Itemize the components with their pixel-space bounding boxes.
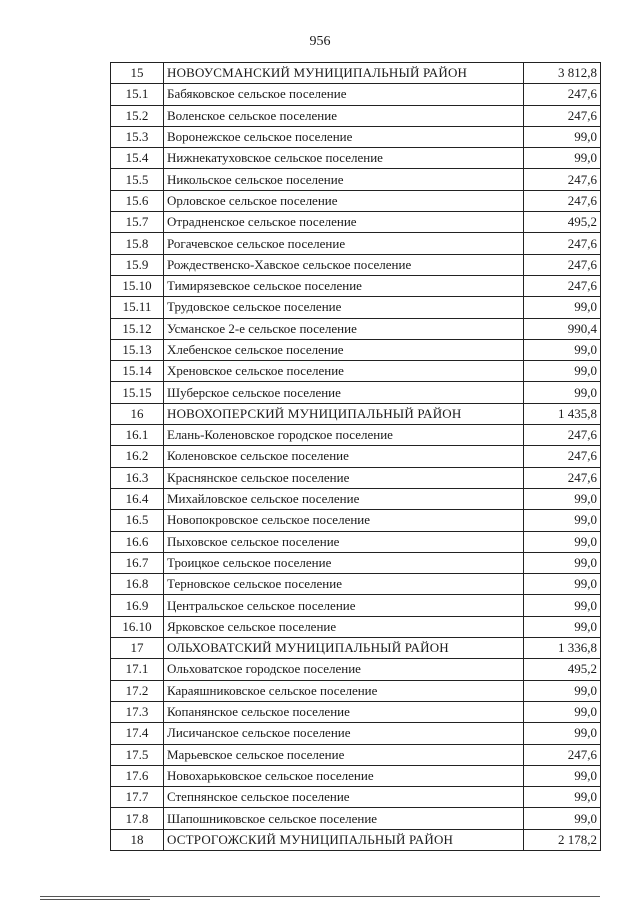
- row-amount: 247,6: [524, 190, 601, 211]
- row-amount: 1 336,8: [524, 638, 601, 659]
- row-number: 15.4: [111, 148, 164, 169]
- row-number: 16.10: [111, 616, 164, 637]
- row-amount: 99,0: [524, 531, 601, 552]
- settlement-row: [111, 212, 601, 233]
- row-name: Рогачевское сельское поселение: [164, 233, 524, 254]
- row-amount: 99,0: [524, 552, 601, 573]
- row-name: Шуберское сельское поселение: [164, 382, 524, 403]
- row-amount: 3 812,8: [524, 63, 601, 84]
- row-amount: 99,0: [524, 595, 601, 616]
- settlement-row: [111, 701, 601, 722]
- row-number: 17.5: [111, 744, 164, 765]
- row-name: НОВОХОПЕРСКИЙ МУНИЦИПАЛЬНЫЙ РАЙОН: [164, 403, 524, 424]
- row-amount: 99,0: [524, 361, 601, 382]
- row-name: Пыховское сельское поселение: [164, 531, 524, 552]
- row-name: Караяшниковское сельское поселение: [164, 680, 524, 701]
- row-name: Троицкое сельское поселение: [164, 552, 524, 573]
- row-amount: 247,6: [524, 254, 601, 275]
- row-amount: 990,4: [524, 318, 601, 339]
- row-number: 15.14: [111, 361, 164, 382]
- row-number: 15.5: [111, 169, 164, 190]
- row-number: 15.12: [111, 318, 164, 339]
- settlement-row: [111, 723, 601, 744]
- row-number: 17.8: [111, 808, 164, 829]
- allocation-table: [110, 62, 601, 851]
- settlement-row: [111, 446, 601, 467]
- footer-rule-short: [40, 899, 150, 900]
- row-name: ОЛЬХОВАТСКИЙ МУНИЦИПАЛЬНЫЙ РАЙОН: [164, 638, 524, 659]
- row-number: 16.2: [111, 446, 164, 467]
- row-amount: 99,0: [524, 297, 601, 318]
- row-amount: 99,0: [524, 126, 601, 147]
- row-amount: 99,0: [524, 616, 601, 637]
- settlement-row: [111, 275, 601, 296]
- row-number: 15.9: [111, 254, 164, 275]
- row-number: 16.9: [111, 595, 164, 616]
- row-amount: 99,0: [524, 382, 601, 403]
- row-number: 15.13: [111, 339, 164, 360]
- row-name: Копанянское сельское поселение: [164, 701, 524, 722]
- settlement-row: [111, 361, 601, 382]
- settlement-row: [111, 169, 601, 190]
- settlement-row: [111, 105, 601, 126]
- row-amount: 99,0: [524, 701, 601, 722]
- settlement-row: [111, 616, 601, 637]
- row-amount: 247,6: [524, 169, 601, 190]
- row-name: Коленовское сельское поселение: [164, 446, 524, 467]
- row-number: 16.6: [111, 531, 164, 552]
- row-name: Центральское сельское поселение: [164, 595, 524, 616]
- row-name: ОСТРОГОЖСКИЙ МУНИЦИПАЛЬНЫЙ РАЙОН: [164, 829, 524, 850]
- row-name: Тимирязевское сельское поселение: [164, 275, 524, 296]
- row-amount: 99,0: [524, 808, 601, 829]
- row-amount: 247,6: [524, 467, 601, 488]
- row-number: 15.10: [111, 275, 164, 296]
- row-number: 16.4: [111, 488, 164, 509]
- row-amount: 247,6: [524, 275, 601, 296]
- row-name: Новопокровское сельское поселение: [164, 510, 524, 531]
- row-amount: 99,0: [524, 574, 601, 595]
- settlement-row: [111, 765, 601, 786]
- settlement-row: [111, 254, 601, 275]
- row-number: 18: [111, 829, 164, 850]
- row-name: Ярковское сельское поселение: [164, 616, 524, 637]
- settlement-row: [111, 787, 601, 808]
- settlement-row: [111, 574, 601, 595]
- row-amount: 99,0: [524, 723, 601, 744]
- settlement-row: [111, 148, 601, 169]
- row-number: 16: [111, 403, 164, 424]
- settlement-row: [111, 339, 601, 360]
- row-number: 17: [111, 638, 164, 659]
- settlement-row: [111, 126, 601, 147]
- row-number: 15: [111, 63, 164, 84]
- row-number: 16.3: [111, 467, 164, 488]
- row-amount: 99,0: [524, 510, 601, 531]
- row-amount: 247,6: [524, 84, 601, 105]
- row-amount: 2 178,2: [524, 829, 601, 850]
- row-amount: 99,0: [524, 488, 601, 509]
- row-name: Хлебенское сельское поселение: [164, 339, 524, 360]
- row-name: Степнянское сельское поселение: [164, 787, 524, 808]
- row-name: Воленское сельское поселение: [164, 105, 524, 126]
- row-name: Хреновское сельское поселение: [164, 361, 524, 382]
- row-number: 16.5: [111, 510, 164, 531]
- settlement-row: [111, 318, 601, 339]
- district-row: [111, 403, 601, 424]
- row-number: 17.4: [111, 723, 164, 744]
- row-name: Михайловское сельское поселение: [164, 488, 524, 509]
- settlement-row: [111, 84, 601, 105]
- row-name: Ольховатское городское поселение: [164, 659, 524, 680]
- settlement-row: [111, 488, 601, 509]
- row-amount: 99,0: [524, 680, 601, 701]
- row-number: 15.2: [111, 105, 164, 126]
- row-number: 16.1: [111, 425, 164, 446]
- row-number: 16.8: [111, 574, 164, 595]
- row-number: 15.15: [111, 382, 164, 403]
- row-name: Рождественско-Хавское сельское поселение: [164, 254, 524, 275]
- row-number: 17.7: [111, 787, 164, 808]
- row-amount: 99,0: [524, 148, 601, 169]
- settlement-row: [111, 595, 601, 616]
- row-number: 15.8: [111, 233, 164, 254]
- settlement-row: [111, 680, 601, 701]
- row-name: Трудовское сельское поселение: [164, 297, 524, 318]
- row-number: 17.2: [111, 680, 164, 701]
- row-number: 15.6: [111, 190, 164, 211]
- row-name: Отрадненское сельское поселение: [164, 212, 524, 233]
- row-name: Орловское сельское поселение: [164, 190, 524, 211]
- row-number: 17.3: [111, 701, 164, 722]
- row-amount: 495,2: [524, 659, 601, 680]
- row-name: Усманское 2-е сельское поселение: [164, 318, 524, 339]
- row-amount: 99,0: [524, 339, 601, 360]
- row-number: 15.3: [111, 126, 164, 147]
- settlement-row: [111, 467, 601, 488]
- row-amount: 495,2: [524, 212, 601, 233]
- row-name: Марьевское сельское поселение: [164, 744, 524, 765]
- row-amount: 99,0: [524, 787, 601, 808]
- row-amount: 99,0: [524, 765, 601, 786]
- district-row: [111, 829, 601, 850]
- row-number: 15.7: [111, 212, 164, 233]
- row-name: Терновское сельское поселение: [164, 574, 524, 595]
- district-row: [111, 63, 601, 84]
- settlement-row: [111, 531, 601, 552]
- row-name: Шапошниковское сельское поселение: [164, 808, 524, 829]
- row-name: Новохарьковское сельское поселение: [164, 765, 524, 786]
- row-number: 16.7: [111, 552, 164, 573]
- settlement-row: [111, 382, 601, 403]
- row-name: НОВОУСМАНСКИЙ МУНИЦИПАЛЬНЫЙ РАЙОН: [164, 63, 524, 84]
- row-amount: 247,6: [524, 744, 601, 765]
- row-number: 15.1: [111, 84, 164, 105]
- row-number: 17.6: [111, 765, 164, 786]
- row-amount: 247,6: [524, 105, 601, 126]
- settlement-row: [111, 808, 601, 829]
- settlement-row: [111, 659, 601, 680]
- footer-rule: [40, 896, 600, 897]
- settlement-row: [111, 233, 601, 254]
- row-amount: 247,6: [524, 425, 601, 446]
- row-number: 15.11: [111, 297, 164, 318]
- district-row: [111, 638, 601, 659]
- settlement-row: [111, 190, 601, 211]
- row-name: Воронежское сельское поселение: [164, 126, 524, 147]
- row-name: Краснянское сельское поселение: [164, 467, 524, 488]
- row-name: Никольское сельское поселение: [164, 169, 524, 190]
- row-name: Елань-Коленовское городское поселение: [164, 425, 524, 446]
- row-amount: 247,6: [524, 233, 601, 254]
- table-body: [111, 63, 601, 851]
- page-number: 956: [309, 34, 331, 49]
- row-name: Нижнекатуховское сельское поселение: [164, 148, 524, 169]
- settlement-row: [111, 510, 601, 531]
- settlement-row: [111, 552, 601, 573]
- row-amount: 1 435,8: [524, 403, 601, 424]
- settlement-row: [111, 425, 601, 446]
- row-number: 17.1: [111, 659, 164, 680]
- settlement-row: [111, 744, 601, 765]
- row-name: Бабяковское сельское поселение: [164, 84, 524, 105]
- row-name: Лисичанское сельское поселение: [164, 723, 524, 744]
- row-amount: 247,6: [524, 446, 601, 467]
- settlement-row: [111, 297, 601, 318]
